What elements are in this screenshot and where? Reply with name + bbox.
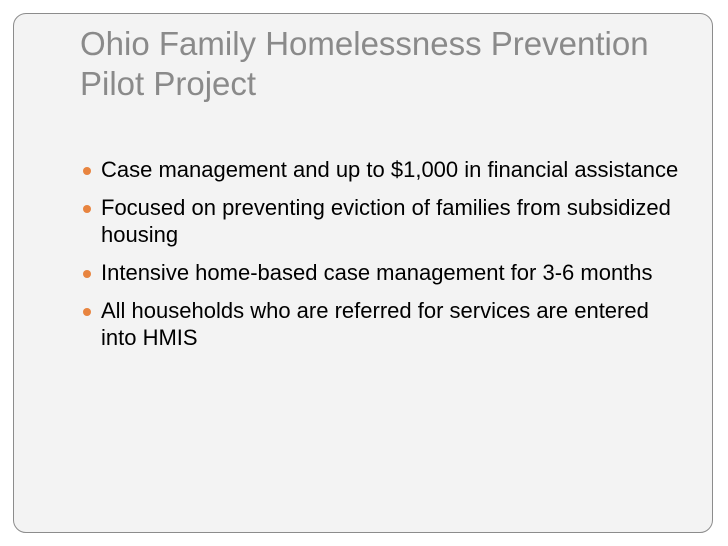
bullet-item — [80, 194, 680, 248]
bullet-item — [80, 259, 680, 286]
bullet-list — [80, 156, 680, 362]
bullet-text: Case management and up to $1,000 in financial assistance — [101, 157, 679, 182]
bullet-dot-icon — [83, 308, 91, 316]
bullet-text: All households who are referred for services are entered into HMIS — [101, 298, 649, 350]
bullet-item — [80, 297, 680, 351]
bullet-text: Focused on preventing eviction of families from subsidized housing — [101, 195, 671, 247]
bullet-dot-icon — [83, 270, 91, 278]
bullet-item — [80, 156, 680, 183]
bullet-dot-icon — [83, 205, 91, 213]
slide-title: Ohio Family Homelessness Prevention Pilot Project — [80, 25, 649, 102]
bullet-text: Intensive home-based case management for 3-6 months — [101, 260, 653, 285]
bullet-dot-icon — [83, 167, 91, 175]
